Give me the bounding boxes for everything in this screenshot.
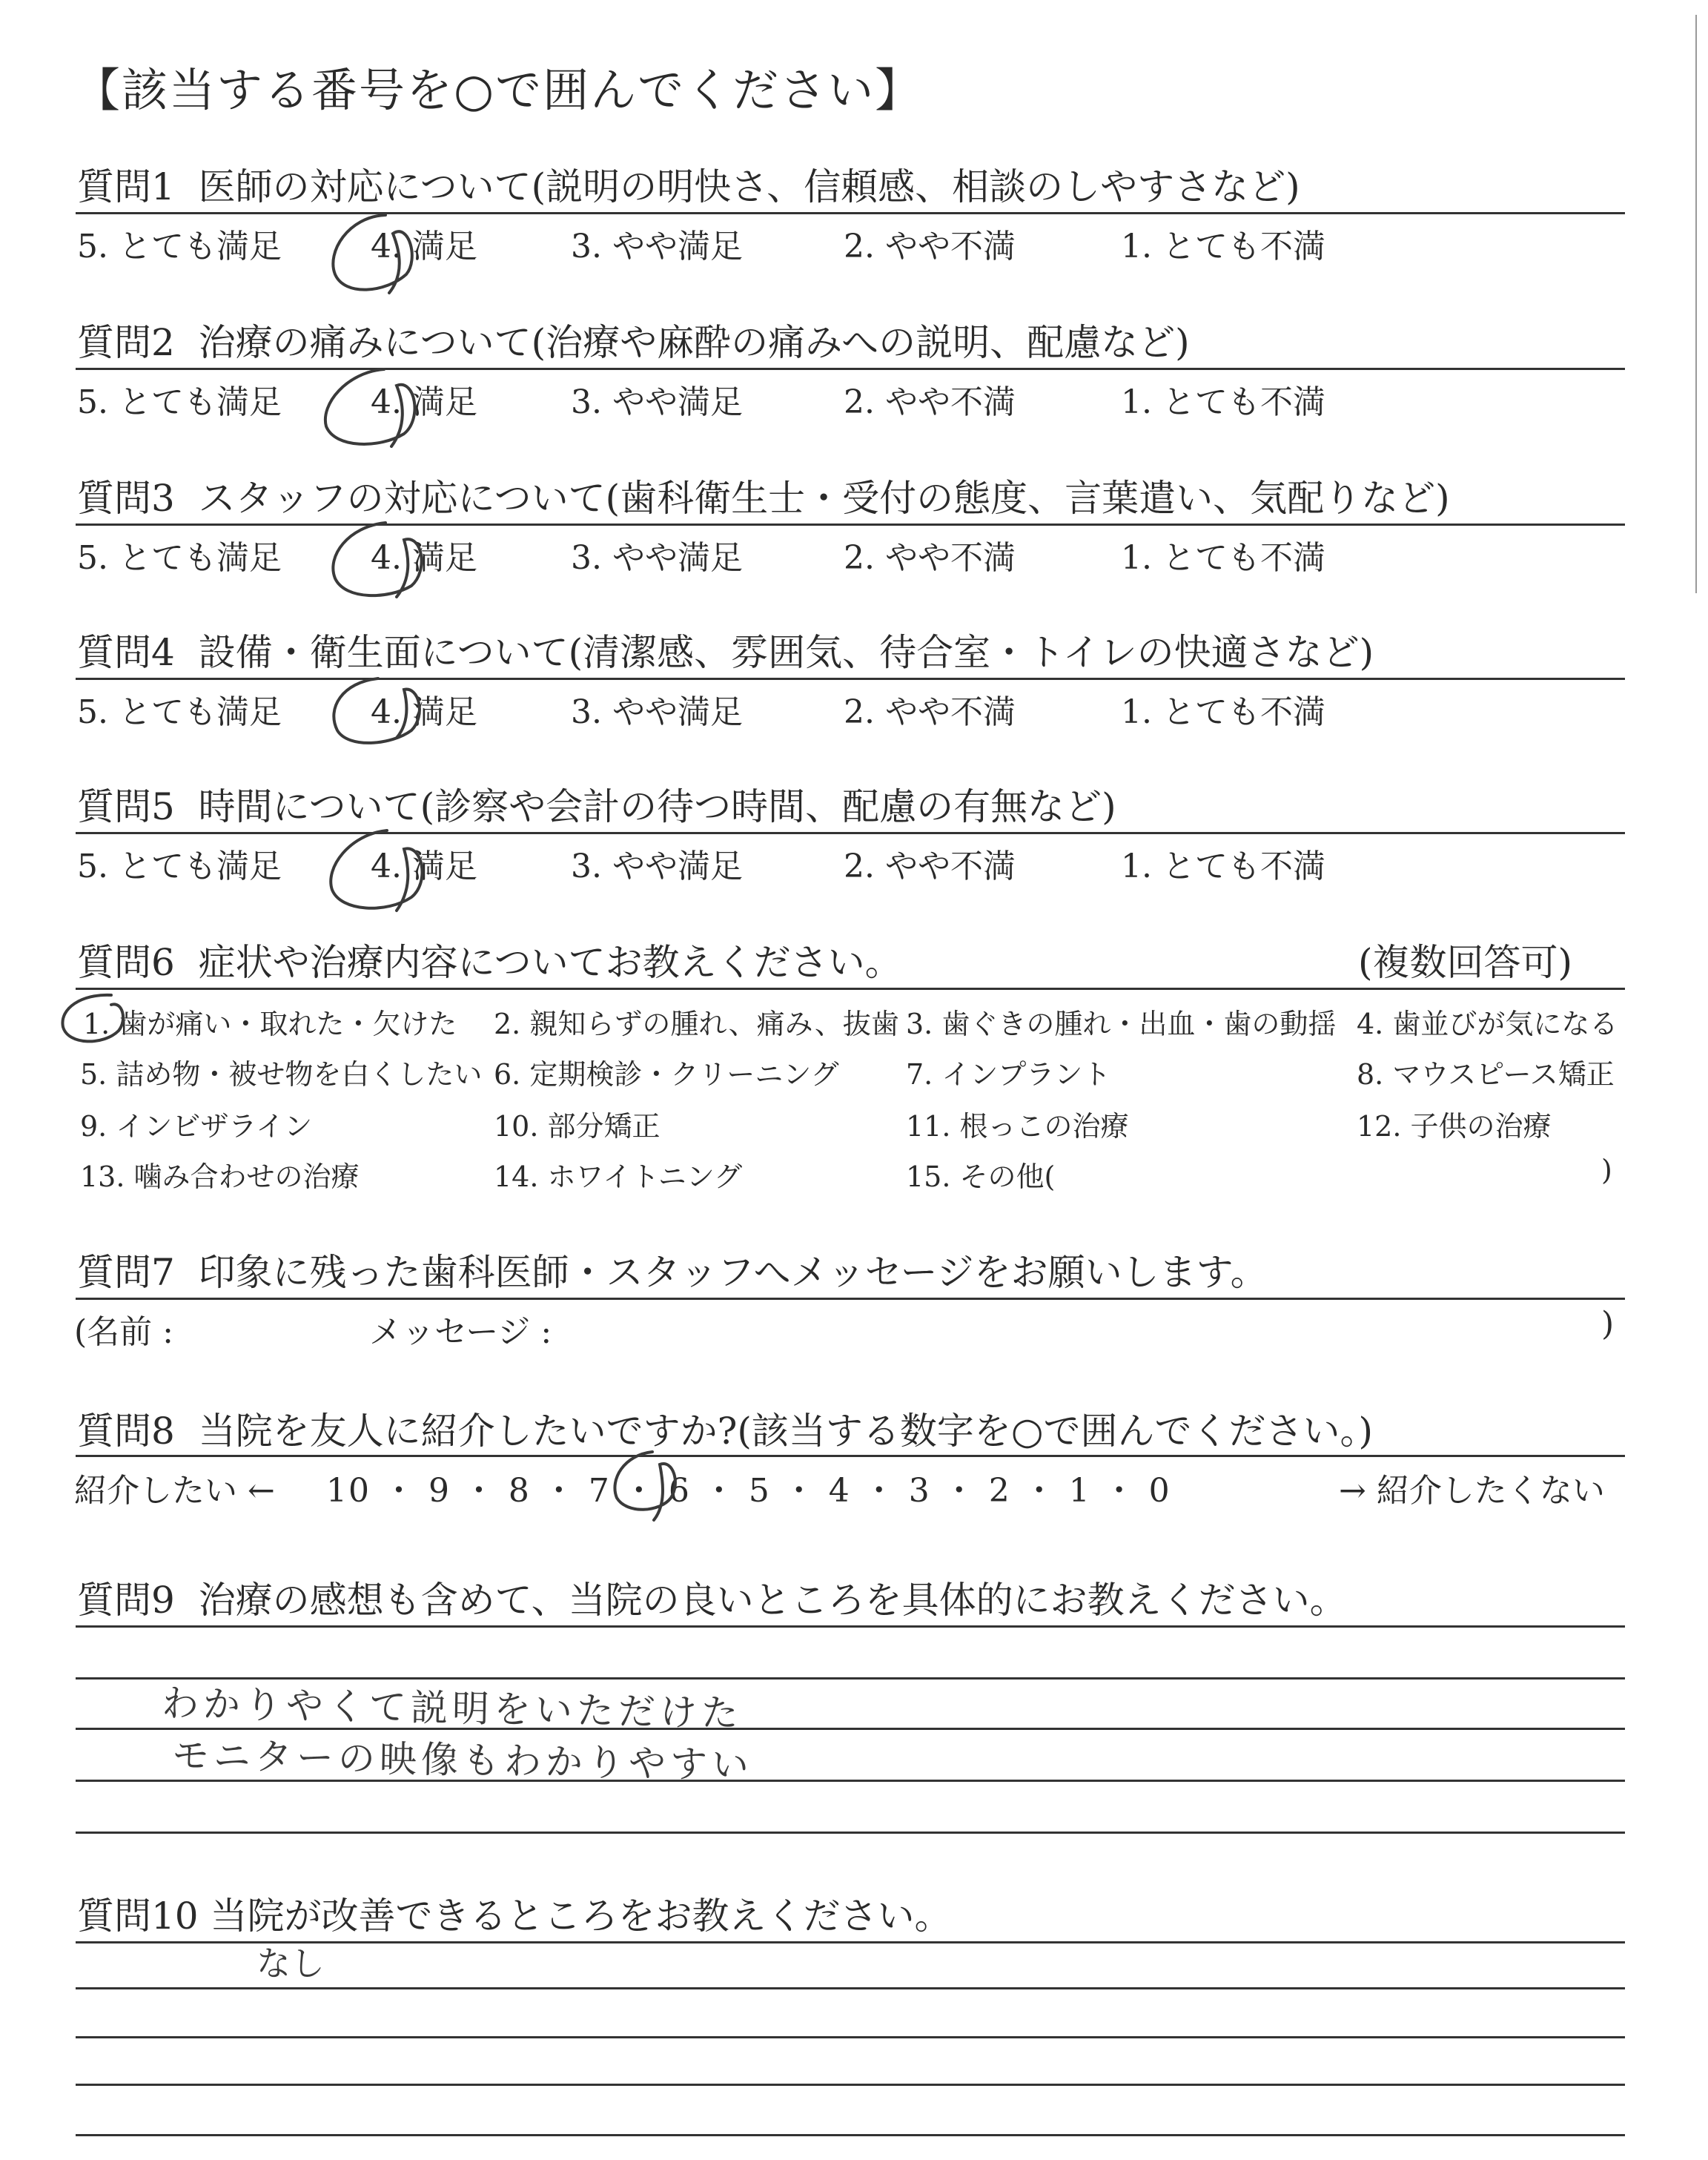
q1-option-2[interactable]: 2. やや不満 bbox=[844, 228, 1016, 265]
q9-answer-line-1: わかりやくて説明をいただけた bbox=[161, 1682, 744, 1735]
q3-option-4[interactable]: 4. 満足 bbox=[371, 539, 477, 577]
q8-right-label: → 紹介したくない bbox=[1339, 1472, 1605, 1510]
q3-option-2[interactable]: 2. やや不満 bbox=[844, 539, 1016, 577]
question-4-text: 設備・衛生面について(清潔感、雰囲気、待合室・トイレの快適さなど) bbox=[198, 631, 1374, 674]
q8-circle-mark bbox=[615, 1452, 675, 1520]
q6-option-9[interactable]: 9. インビザライン bbox=[80, 1110, 313, 1143]
q3-option-5[interactable]: 5. とても満足 bbox=[77, 539, 282, 577]
question-5-label: 質問5 bbox=[77, 785, 175, 828]
q6-option-7[interactable]: 7. インプラント bbox=[906, 1058, 1111, 1091]
question-8-text: 当院を友人に紹介したいですか?(該当する数字を○で囲んでください。) bbox=[198, 1410, 1374, 1453]
q6-option-3[interactable]: 3. 歯ぐきの腫れ・出血・歯の動揺 bbox=[906, 1008, 1337, 1040]
question-2-label: 質問2 bbox=[77, 321, 175, 364]
q5-option-3[interactable]: 3. やや満足 bbox=[571, 848, 743, 885]
q6-option-1[interactable]: 1. 歯が痛い・取れた・欠けた bbox=[83, 1008, 457, 1040]
q1-circle-mark bbox=[333, 215, 411, 293]
question-5-text: 時間について(診察や会計の待つ時間、配慮の有無など) bbox=[198, 785, 1116, 828]
q5-option-5[interactable]: 5. とても満足 bbox=[77, 848, 282, 885]
question-7-text: 印象に残った歯科医師・スタッフへメッセージをお願いします。 bbox=[198, 1251, 1268, 1294]
q6-other-close-paren: ) bbox=[1601, 1154, 1612, 1186]
multiple-answers-note: (複数回答可) bbox=[1358, 941, 1573, 984]
q1-option-5[interactable]: 5. とても満足 bbox=[77, 228, 282, 265]
question-10-label: 質問10 bbox=[77, 1895, 199, 1938]
question-6-text: 症状や治療内容についてお教えください。 bbox=[198, 941, 902, 984]
q3-circle-mark bbox=[333, 523, 421, 597]
q4-option-5[interactable]: 5. とても満足 bbox=[77, 693, 282, 731]
q6-option-5[interactable]: 5. 詰め物・被せ物を白くしたい bbox=[80, 1058, 483, 1091]
q6-option-4[interactable]: 4. 歯並びが気になる bbox=[1357, 1008, 1618, 1040]
q4-option-3[interactable]: 3. やや満足 bbox=[571, 693, 743, 731]
q4-option-2[interactable]: 2. やや不満 bbox=[844, 693, 1016, 731]
question-7-label: 質問7 bbox=[77, 1251, 175, 1294]
question-10-text: 当院が改善できるところをお教えください。 bbox=[210, 1895, 952, 1938]
q2-option-2[interactable]: 2. やや不満 bbox=[844, 383, 1016, 421]
q6-option-15[interactable]: 15. その他( bbox=[906, 1160, 1056, 1193]
q1-option-1[interactable]: 1. とても不満 bbox=[1121, 228, 1325, 265]
q2-option-3[interactable]: 3. やや満足 bbox=[571, 383, 743, 421]
q6-option-6[interactable]: 6. 定期検診・クリーニング bbox=[494, 1058, 839, 1091]
q4-circle-mark bbox=[334, 678, 420, 743]
q10-answer: なし bbox=[256, 1943, 325, 1984]
question-9-label: 質問9 bbox=[77, 1579, 175, 1622]
q6-circle-mark bbox=[62, 995, 123, 1042]
question-9-text: 治療の感想も含めて、当院の良いところを具体的にお教えください。 bbox=[198, 1579, 1347, 1622]
q6-option-13[interactable]: 13. 噛み合わせの治療 bbox=[80, 1160, 360, 1193]
q2-option-5[interactable]: 5. とても満足 bbox=[77, 383, 282, 421]
q7-name-field[interactable]: (名前 : bbox=[74, 1313, 173, 1351]
form-title: 【該当する番号を○で囲んでください】 bbox=[74, 63, 923, 117]
question-4-label: 質問4 bbox=[77, 631, 175, 674]
question-3-text: スタッフの対応について(歯科衛生士・受付の態度、言葉遣い、気配りなど) bbox=[198, 477, 1450, 520]
q2-circle-mark bbox=[325, 369, 415, 446]
question-2-text: 治療の痛みについて(治療や麻酔の痛みへの説明、配慮など) bbox=[198, 321, 1190, 364]
q3-option-1[interactable]: 1. とても不満 bbox=[1121, 539, 1325, 577]
q1-option-3[interactable]: 3. やや満足 bbox=[571, 228, 743, 265]
q2-option-1[interactable]: 1. とても不満 bbox=[1121, 383, 1325, 421]
q8-scale[interactable]: 10 ・ 9 ・ 8 ・ 7 ・ 6 ・ 5 ・ 4 ・ 3 ・ 2 ・ 1 ・ 0 bbox=[326, 1472, 1171, 1510]
question-6-label: 質問6 bbox=[77, 941, 175, 984]
q1-option-4[interactable]: 4. 満足 bbox=[371, 228, 477, 265]
q3-option-3[interactable]: 3. やや満足 bbox=[571, 539, 743, 577]
question-3-label: 質問3 bbox=[77, 477, 175, 520]
q6-option-11[interactable]: 11. 根っこの治療 bbox=[906, 1110, 1129, 1143]
q6-option-2[interactable]: 2. 親知らずの腫れ、痛み、抜歯 bbox=[494, 1008, 899, 1040]
question-1-text: 医師の対応について(説明の明快さ、信頼感、相談のしやすさなど) bbox=[198, 165, 1300, 208]
q7-close-paren: ) bbox=[1601, 1305, 1615, 1343]
q5-circle-mark bbox=[331, 830, 422, 911]
q6-option-14[interactable]: 14. ホワイトニング bbox=[494, 1160, 743, 1193]
q8-left-label: 紹介したい ← bbox=[74, 1472, 275, 1510]
q4-option-1[interactable]: 1. とても不満 bbox=[1121, 693, 1325, 731]
q7-message-field[interactable]: メッセージ : bbox=[369, 1313, 552, 1351]
q9-answer-line-2: モニターの映像もわかりやすい bbox=[171, 1734, 754, 1787]
q5-option-4[interactable]: 4. 満足 bbox=[371, 848, 477, 885]
q5-option-2[interactable]: 2. やや不満 bbox=[844, 848, 1016, 885]
question-8-label: 質問8 bbox=[77, 1410, 175, 1453]
q6-option-10[interactable]: 10. 部分矯正 bbox=[494, 1110, 661, 1143]
q4-option-4[interactable]: 4. 満足 bbox=[371, 693, 477, 731]
q6-option-8[interactable]: 8. マウスピース矯正 bbox=[1357, 1058, 1615, 1091]
q6-option-12[interactable]: 12. 子供の治療 bbox=[1357, 1110, 1552, 1143]
question-1-label: 質問1 bbox=[77, 165, 175, 208]
q5-option-1[interactable]: 1. とても不満 bbox=[1121, 848, 1325, 885]
q2-option-4[interactable]: 4. 満足 bbox=[371, 383, 477, 421]
